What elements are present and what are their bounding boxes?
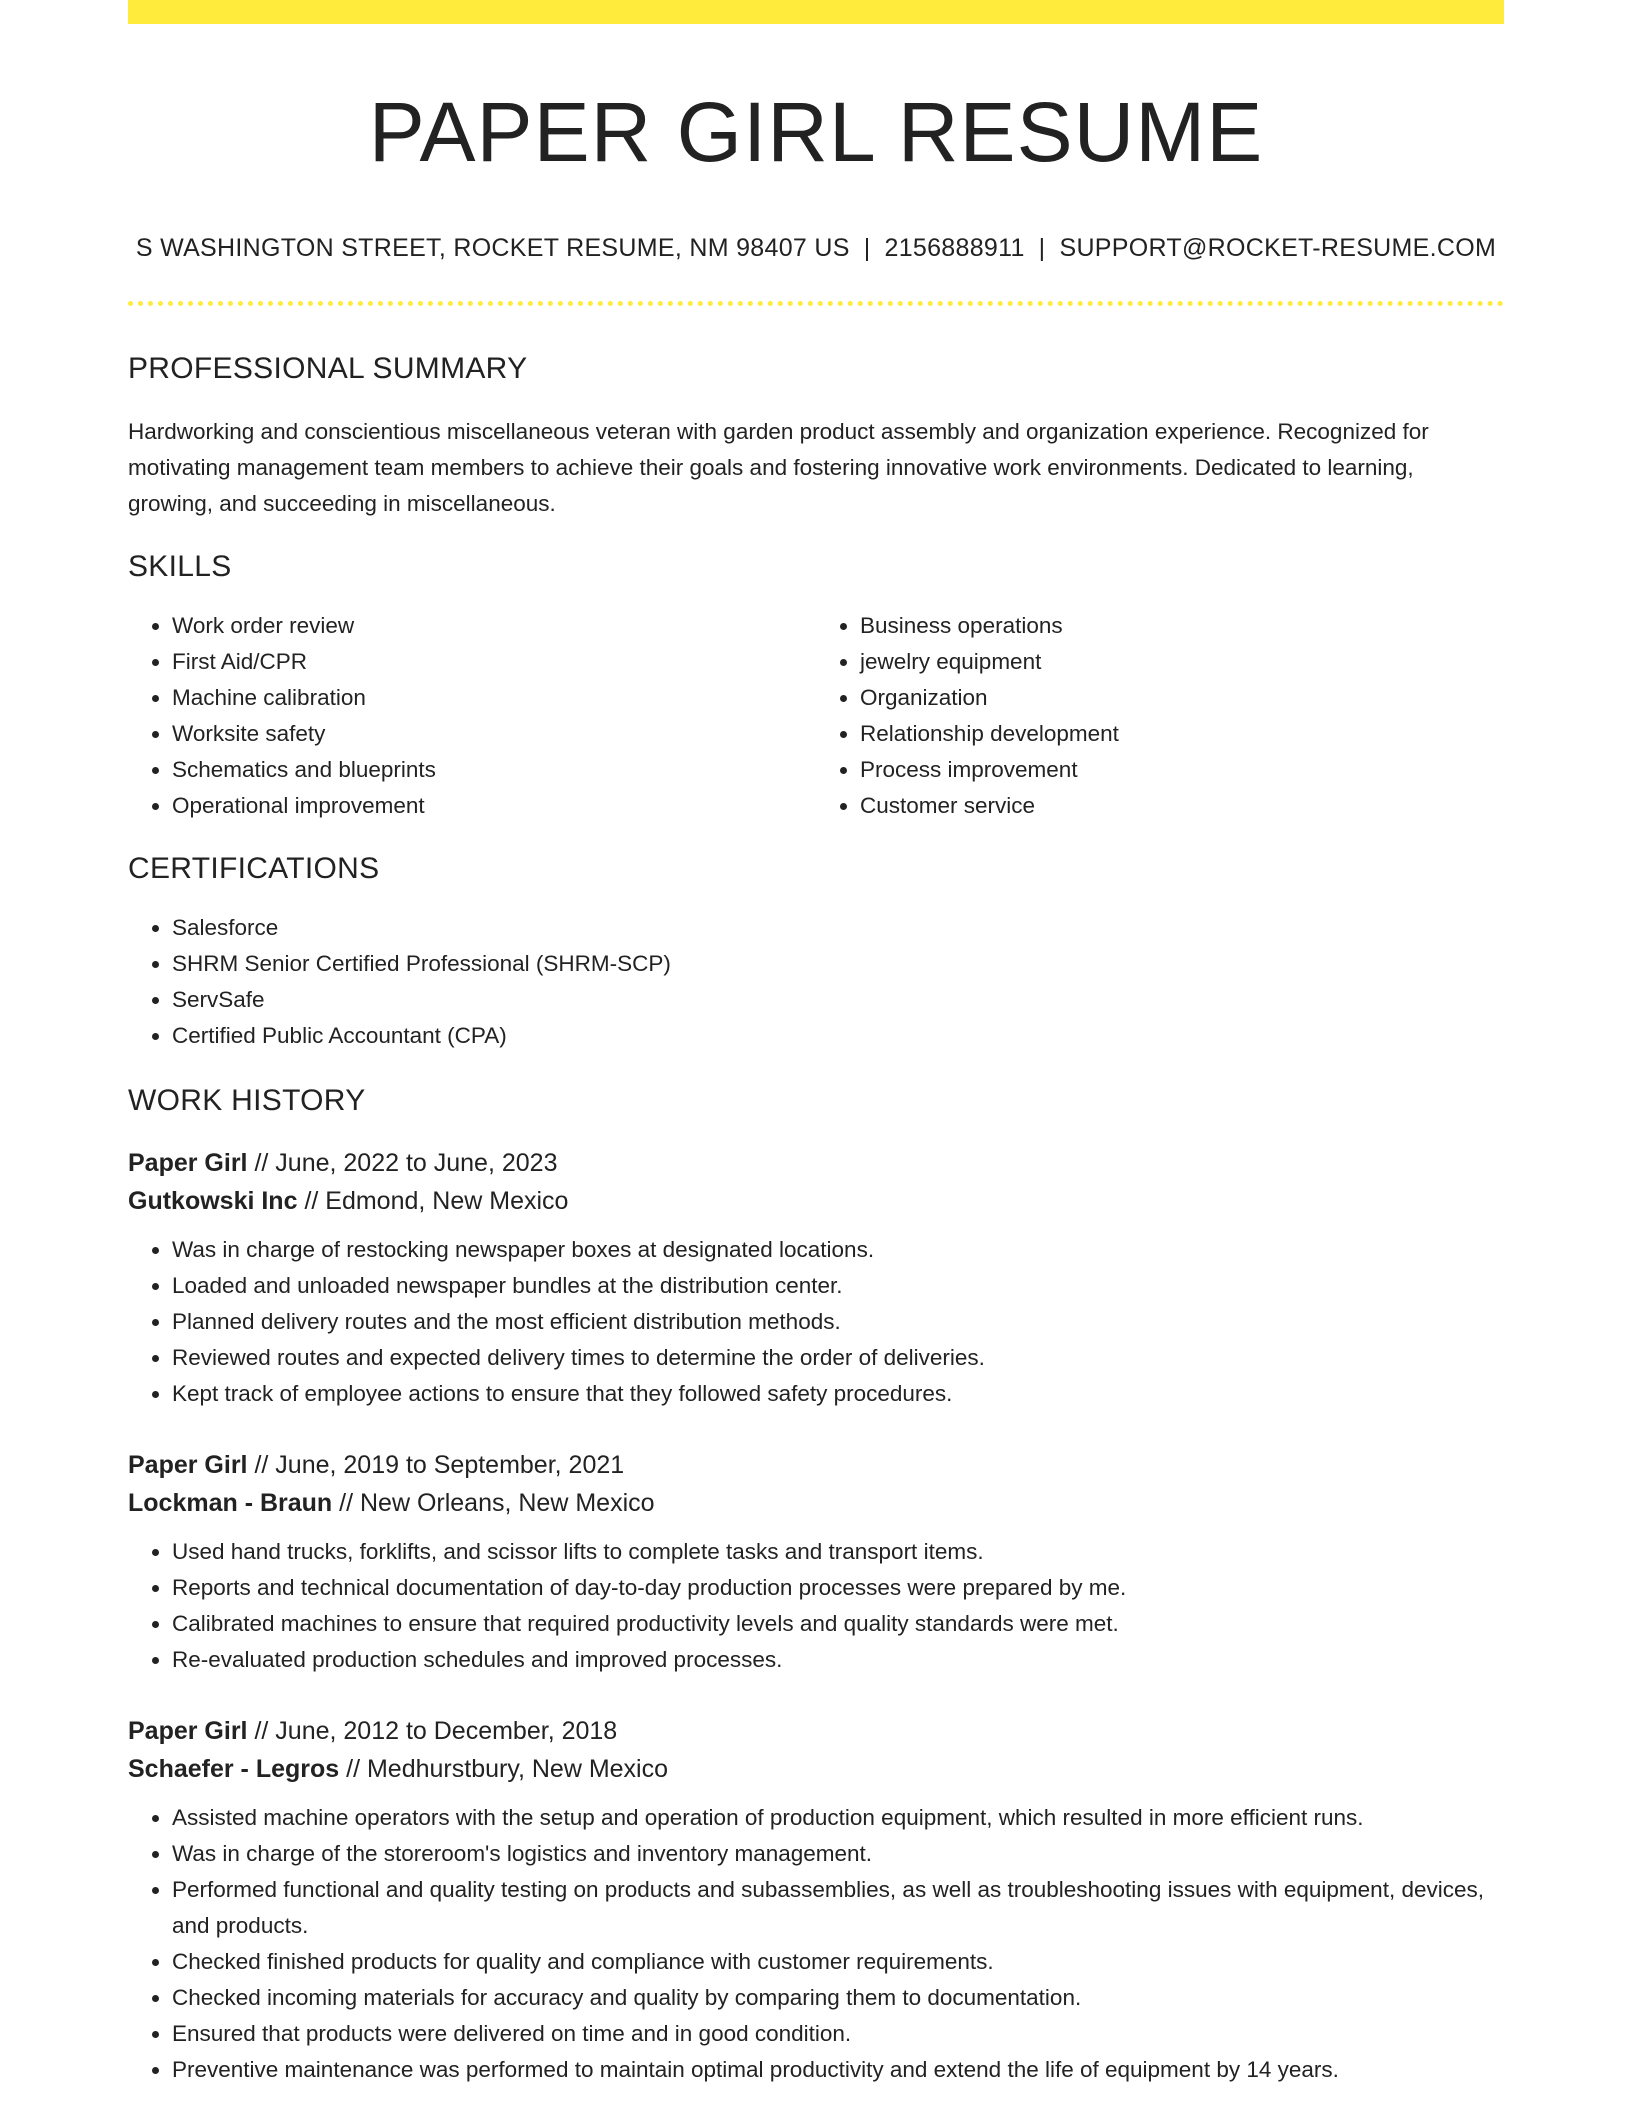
certification-item: • Certified Public Accountant (CPA) <box>172 1018 1504 1054</box>
skill-item: • Operational improvement <box>172 788 816 824</box>
job-company: Gutkowski Inc <box>128 1187 298 1216</box>
certifications-list <box>128 910 1504 1054</box>
job-bullet: • Planned delivery routes and the most efficient distribution methods. <box>172 1304 1504 1340</box>
contact-address: S WASHINGTON STREET, ROCKET RESUME, NM 98407 US <box>135 234 850 263</box>
job-bullets <box>128 1534 1504 1678</box>
top-accent-bar <box>128 0 1504 24</box>
job-bullet: • Kept track of employee actions to ensure that they followed safety procedures. <box>172 1376 1504 1412</box>
section-heading: SKILLS <box>128 550 232 584</box>
job-company-line <box>128 1750 1504 1788</box>
job-location: // New Orleans, New Mexico <box>339 1489 655 1518</box>
job-title-line <box>128 1446 1504 1484</box>
contact-phone: 2156888911 <box>884 234 1025 263</box>
job-bullet: • Reports and technical documentation of day-to-day production processes were prepared by me. <box>172 1570 1504 1606</box>
contact-email: SUPPORT@ROCKET-RESUME.COM <box>1059 234 1497 263</box>
work-history-section <box>128 1084 1504 2088</box>
job-bullet: • Preventive maintenance was performed to maintain optimal productivity and extend the life of equipment by 14 years. <box>172 2052 1504 2088</box>
job-bullet: • Calibrated machines to ensure that required productivity levels and quality standards were met. <box>172 1606 1504 1642</box>
section-heading: CERTIFICATIONS <box>128 852 380 886</box>
job-title: Paper Girl <box>128 1149 248 1178</box>
certifications-section <box>128 852 1504 1054</box>
certification-item: • ServSafe <box>172 982 1504 1018</box>
section-heading: WORK HISTORY <box>128 1084 366 1118</box>
job-bullet: • Used hand trucks, forklifts, and scissor lifts to complete tasks and transport items. <box>172 1534 1504 1570</box>
job-bullet: • Loaded and unloaded newspaper bundles at the distribution center. <box>172 1268 1504 1304</box>
job-entry <box>128 1144 1504 1412</box>
job-entry <box>128 1446 1504 1678</box>
job-bullet: • Assisted machine operators with the setup and operation of production equipment, which resulted in more efficient runs. <box>172 1800 1504 1836</box>
skills-columns <box>128 608 1504 824</box>
section-heading: PROFESSIONAL SUMMARY <box>128 352 528 386</box>
job-title-line <box>128 1144 1504 1182</box>
job-title: Paper Girl <box>128 1451 248 1480</box>
contact-separator: | <box>1038 234 1046 263</box>
job-title: Paper Girl <box>128 1717 248 1746</box>
job-bullet: • Checked incoming materials for accuracy and quality by comparing them to documentation. <box>172 1980 1504 2016</box>
job-bullets <box>128 1232 1504 1412</box>
job-company-line <box>128 1182 1504 1220</box>
skill-item: • jewelry equipment <box>860 644 1504 680</box>
job-bullet: • Ensured that products were delivered on time and in good condition. <box>172 2016 1504 2052</box>
skills-list-right <box>816 608 1504 824</box>
skill-item: • Customer service <box>860 788 1504 824</box>
job-entry <box>128 1712 1504 2088</box>
skill-item: • Organization <box>860 680 1504 716</box>
job-dates: // June, 2012 to December, 2018 <box>254 1717 618 1746</box>
resume-page <box>128 0 1504 2122</box>
skill-item: • Work order review <box>172 608 816 644</box>
job-bullet: • Was in charge of restocking newspaper boxes at designated locations. <box>172 1232 1504 1268</box>
dotted-divider <box>128 301 1504 306</box>
job-dates: // June, 2022 to June, 2023 <box>254 1149 558 1178</box>
job-bullet: • Performed functional and quality testing on products and subassemblies, as well as troubleshooting issues with equipment, devices, and products. <box>172 1872 1504 1944</box>
skill-item: • Worksite safety <box>172 716 816 752</box>
job-location: // Medhurstbury, New Mexico <box>346 1755 669 1784</box>
skill-item: • Relationship development <box>860 716 1504 752</box>
skill-item: • Schematics and blueprints <box>172 752 816 788</box>
job-company: Lockman - Braun <box>128 1489 333 1518</box>
job-location: // Edmond, New Mexico <box>304 1187 569 1216</box>
summary-text: Hardworking and conscientious miscellaneous veteran with garden product assembly and organization experience. Recognized for motivating management team members to achieve their goals and fostering innovative work environments. Dedicated to learning, growing, and succeeding in miscellaneous. <box>128 419 1429 517</box>
skill-item: • Business operations <box>860 608 1504 644</box>
certification-item: • SHRM Senior Certified Professional (SHRM-SCP) <box>172 946 1504 982</box>
job-bullet: • Checked finished products for quality and compliance with customer requirements. <box>172 1944 1504 1980</box>
job-bullet: • Was in charge of the storeroom's logistics and inventory management. <box>172 1836 1504 1872</box>
skill-item: • Machine calibration <box>172 680 816 716</box>
skills-section <box>128 550 1504 824</box>
job-bullet: • Re-evaluated production schedules and improved processes. <box>172 1642 1504 1678</box>
job-dates: // June, 2019 to September, 2021 <box>254 1451 625 1480</box>
skill-item: • First Aid/CPR <box>172 644 816 680</box>
professional-summary-section <box>128 352 1504 522</box>
job-bullet: • Reviewed routes and expected delivery times to determine the order of deliveries. <box>172 1340 1504 1376</box>
contact-separator: | <box>863 234 871 263</box>
job-bullets <box>128 1800 1504 2088</box>
job-company-line <box>128 1484 1504 1522</box>
job-title-line <box>128 1712 1504 1750</box>
certification-item: • Salesforce <box>172 910 1504 946</box>
job-company: Schaefer - Legros <box>128 1755 340 1784</box>
skills-list-left <box>128 608 816 824</box>
contact-line <box>128 234 1504 263</box>
skill-item: • Process improvement <box>860 752 1504 788</box>
resume-title: PAPER GIRL RESUME <box>368 85 1264 179</box>
